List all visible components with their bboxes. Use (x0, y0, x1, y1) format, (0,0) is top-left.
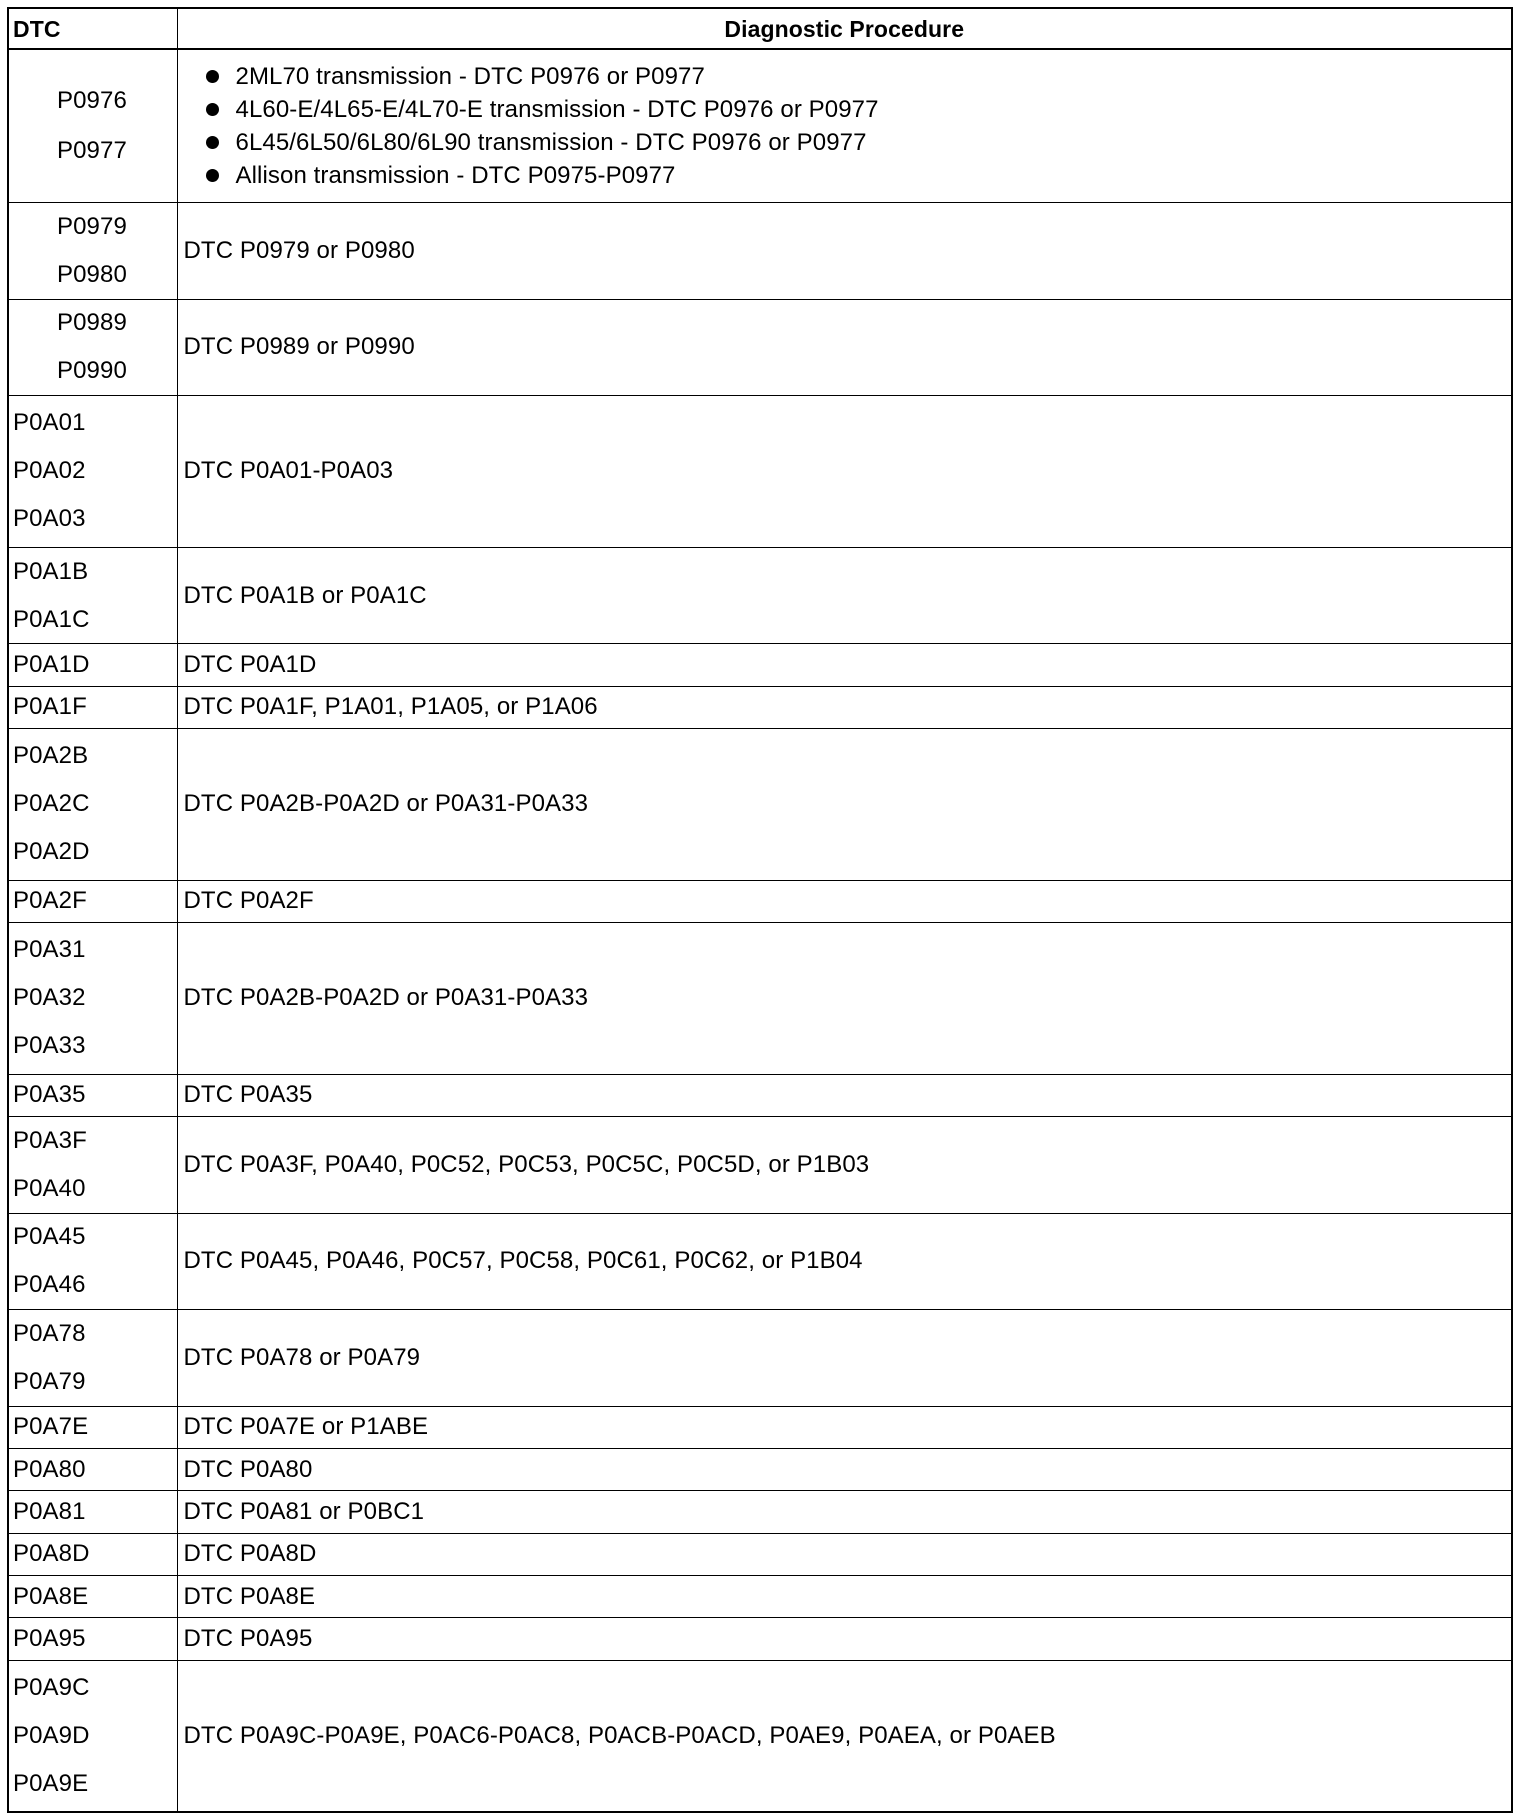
diagnostic-procedure-cell (177, 1533, 1512, 1575)
dtc-code-list (9, 87, 177, 165)
dtc-code: P0A1D (13, 651, 90, 679)
diagnostic-procedure-cell (177, 396, 1512, 548)
table-row (8, 396, 1512, 548)
dtc-code: P0A2B (13, 742, 89, 770)
dtc-cell (8, 1213, 177, 1310)
procedure-text: DTC P0A78 or P0A79 (183, 1344, 421, 1371)
procedure-text: DTC P0A1B or P0A1C (183, 581, 427, 609)
dtc-code: P0A9E (13, 1769, 89, 1797)
procedure-list-item: 4L60-E/4L65-E/4L70-E transmission - DTC P0976 or P0977 (202, 93, 1512, 126)
procedure-text: DTC P0A1D (183, 651, 317, 679)
dtc-code: P0A80 (13, 1455, 86, 1483)
procedure-text: DTC P0A80 (183, 1455, 313, 1483)
table-row (8, 1074, 1512, 1116)
dtc-code: P0A81 (13, 1498, 86, 1526)
dtc-code: P0A95 (13, 1624, 86, 1652)
dtc-code: P0A8D (13, 1540, 90, 1568)
dtc-cell (8, 1449, 177, 1491)
table-row (8, 1660, 1512, 1812)
dtc-cell (8, 547, 177, 644)
dtc-code: P0A1F (13, 693, 87, 721)
procedure-text: DTC P0A95 (183, 1624, 313, 1652)
table-header-row (8, 8, 1512, 49)
diagnostic-procedure-cell (177, 202, 1512, 299)
table-row (8, 1213, 1512, 1310)
procedure-text: DTC P0A01-P0A03 (183, 457, 394, 485)
diagnostic-procedure-cell (177, 1491, 1512, 1533)
dtc-code: P0977 (57, 136, 127, 164)
diagnostic-procedure-cell (177, 547, 1512, 644)
dtc-code: P0A9D (13, 1721, 90, 1749)
procedure-text: DTC P0979 or P0980 (183, 236, 415, 264)
procedure-text: DTC P0A1F, P1A01, P1A05, or P1A06 (183, 693, 598, 721)
diagnostic-procedure-cell (177, 880, 1512, 922)
dtc-code-list (9, 693, 177, 721)
dtc-code: P0A1B (13, 557, 89, 585)
dtc-code: P0A46 (13, 1271, 86, 1299)
dtc-code: P0A45 (13, 1223, 86, 1251)
dtc-code: P0A32 (13, 984, 86, 1012)
dtc-code: P0A02 (13, 457, 86, 485)
dtc-code-list (9, 1223, 177, 1299)
dtc-code-list (9, 1081, 177, 1109)
dtc-code: P0976 (57, 86, 127, 114)
procedure-text: DTC P0A3F, P0A40, P0C52, P0C53, P0C5C, P0C5D, or P1B03 (183, 1150, 870, 1178)
table-row (8, 49, 1512, 202)
dtc-cell (8, 1533, 177, 1575)
diagnostic-procedure-cell (177, 1406, 1512, 1448)
diagnostic-procedure-cell (177, 1618, 1512, 1660)
dtc-code-list (9, 1498, 177, 1526)
procedure-text: DTC P0A2B-P0A2D or P0A31-P0A33 (183, 790, 589, 818)
dtc-cell (8, 49, 177, 202)
diagnostic-procedure-cell (177, 1310, 1512, 1407)
dtc-code: P0A3F (13, 1126, 87, 1154)
procedure-text: DTC P0A7E or P1ABE (183, 1413, 429, 1441)
table-row (8, 1575, 1512, 1617)
diagnostic-procedure-cell (177, 299, 1512, 396)
dtc-cell (8, 202, 177, 299)
dtc-cell (8, 1406, 177, 1448)
diagnostic-procedure-cell (177, 729, 1512, 881)
dtc-code-list (9, 309, 177, 385)
procedure-text: DTC P0A2B-P0A2D or P0A31-P0A33 (183, 984, 589, 1012)
table-row (8, 923, 1512, 1075)
dtc-code: P0A03 (13, 505, 86, 533)
diagnostic-procedure-cell (177, 923, 1512, 1075)
dtc-code: P0A31 (13, 936, 86, 964)
procedure-text: DTC P0A35 (183, 1081, 313, 1109)
table-body (8, 49, 1512, 1812)
table-row (8, 686, 1512, 728)
dtc-code: P0A01 (13, 409, 86, 437)
table-row (8, 299, 1512, 396)
dtc-code-list (9, 1456, 177, 1484)
diagnostic-procedure-cell (177, 1660, 1512, 1812)
dtc-code-list (9, 1674, 177, 1798)
dtc-code-list (9, 558, 177, 634)
dtc-code: P0A7E (13, 1413, 89, 1441)
dtc-code-list (9, 1625, 177, 1653)
table-row (8, 547, 1512, 644)
dtc-column-header: DTC (8, 8, 177, 49)
dtc-code: P0A78 (13, 1320, 86, 1347)
diagnostic-procedure-cell (177, 1117, 1512, 1214)
procedure-text: DTC P0A2F (183, 887, 314, 915)
table-row (8, 729, 1512, 881)
dtc-cell (8, 1074, 177, 1116)
dtc-code: P0A8E (13, 1582, 89, 1610)
dtc-cell (8, 686, 177, 728)
diagnostic-procedure-cell (177, 1449, 1512, 1491)
transmission-procedure-list (184, 60, 1512, 192)
table-row (8, 1533, 1512, 1575)
dtc-cell (8, 1618, 177, 1660)
procedure-column-header: Diagnostic Procedure (177, 8, 1512, 49)
diagnostic-procedure-cell (177, 686, 1512, 728)
dtc-cell (8, 1117, 177, 1214)
dtc-code: P0A35 (13, 1081, 86, 1109)
procedure-text: DTC P0A8E (183, 1582, 316, 1610)
procedure-text: DTC P0A45, P0A46, P0C57, P0C58, P0C61, P0C62, or P1B04 (183, 1247, 863, 1275)
table-row (8, 1310, 1512, 1407)
dtc-code: P0990 (57, 357, 127, 385)
dtc-cell (8, 923, 177, 1075)
procedure-text: DTC P0A9C-P0A9E, P0AC6-P0AC8, P0ACB-P0ACD, P0AE9, P0AEA, or P0AEB (183, 1721, 1056, 1749)
diagnostic-procedure-cell (177, 644, 1512, 686)
dtc-code-list (9, 936, 177, 1060)
dtc-code-list (9, 651, 177, 679)
table-row (8, 1406, 1512, 1448)
dtc-cell (8, 299, 177, 396)
dtc-cell (8, 1310, 177, 1407)
table-row (8, 1618, 1512, 1660)
dtc-cell (8, 729, 177, 881)
dtc-code: P0A2F (13, 887, 87, 915)
dtc-code-list (9, 742, 177, 866)
dtc-code: P0A1C (13, 605, 90, 633)
table-row (8, 644, 1512, 686)
dtc-code: P0A40 (13, 1174, 86, 1202)
dtc-cell (8, 880, 177, 922)
dtc-code-list (9, 1413, 177, 1441)
dtc-cell (8, 1575, 177, 1617)
table-row (8, 202, 1512, 299)
diagnostic-procedure-cell (177, 1213, 1512, 1310)
dtc-code-list (9, 887, 177, 915)
diagnostic-procedure-cell (177, 1575, 1512, 1617)
dtc-code-list (9, 1583, 177, 1611)
dtc-cell (8, 396, 177, 548)
dtc-code: P0A2D (13, 838, 90, 866)
table-row (8, 1449, 1512, 1491)
dtc-code-list (9, 213, 177, 289)
procedure-text: DTC P0A8D (183, 1540, 317, 1568)
procedure-text: DTC P0A81 or P0BC1 (183, 1498, 425, 1526)
procedure-list-item: 2ML70 transmission - DTC P0976 or P0977 (202, 60, 1512, 93)
procedure-text: DTC P0989 or P0990 (183, 333, 415, 361)
table-row (8, 1117, 1512, 1214)
diagnostic-procedure-cell (177, 49, 1512, 202)
dtc-code: P0980 (57, 260, 127, 288)
dtc-cell (8, 1660, 177, 1812)
procedure-list-item: Allison transmission - DTC P0975-P0977 (202, 159, 1512, 192)
dtc-code-list (9, 1320, 177, 1396)
dtc-code-list (9, 1540, 177, 1568)
dtc-code: P0A9C (13, 1673, 90, 1701)
dtc-code-list (9, 1127, 177, 1203)
dtc-diagnostic-table (7, 7, 1513, 1813)
dtc-code: P0A79 (13, 1368, 86, 1395)
table-row (8, 880, 1512, 922)
diagnostic-procedure-cell (177, 1074, 1512, 1116)
dtc-code: P0979 (57, 212, 127, 240)
table-row (8, 1491, 1512, 1533)
dtc-code-list (9, 409, 177, 533)
dtc-cell (8, 644, 177, 686)
dtc-code: P0989 (57, 309, 127, 337)
procedure-list-item: 6L45/6L50/6L80/6L90 transmission - DTC P0976 or P0977 (202, 126, 1512, 159)
dtc-cell (8, 1491, 177, 1533)
dtc-code: P0A2C (13, 790, 90, 818)
dtc-code: P0A33 (13, 1032, 86, 1060)
